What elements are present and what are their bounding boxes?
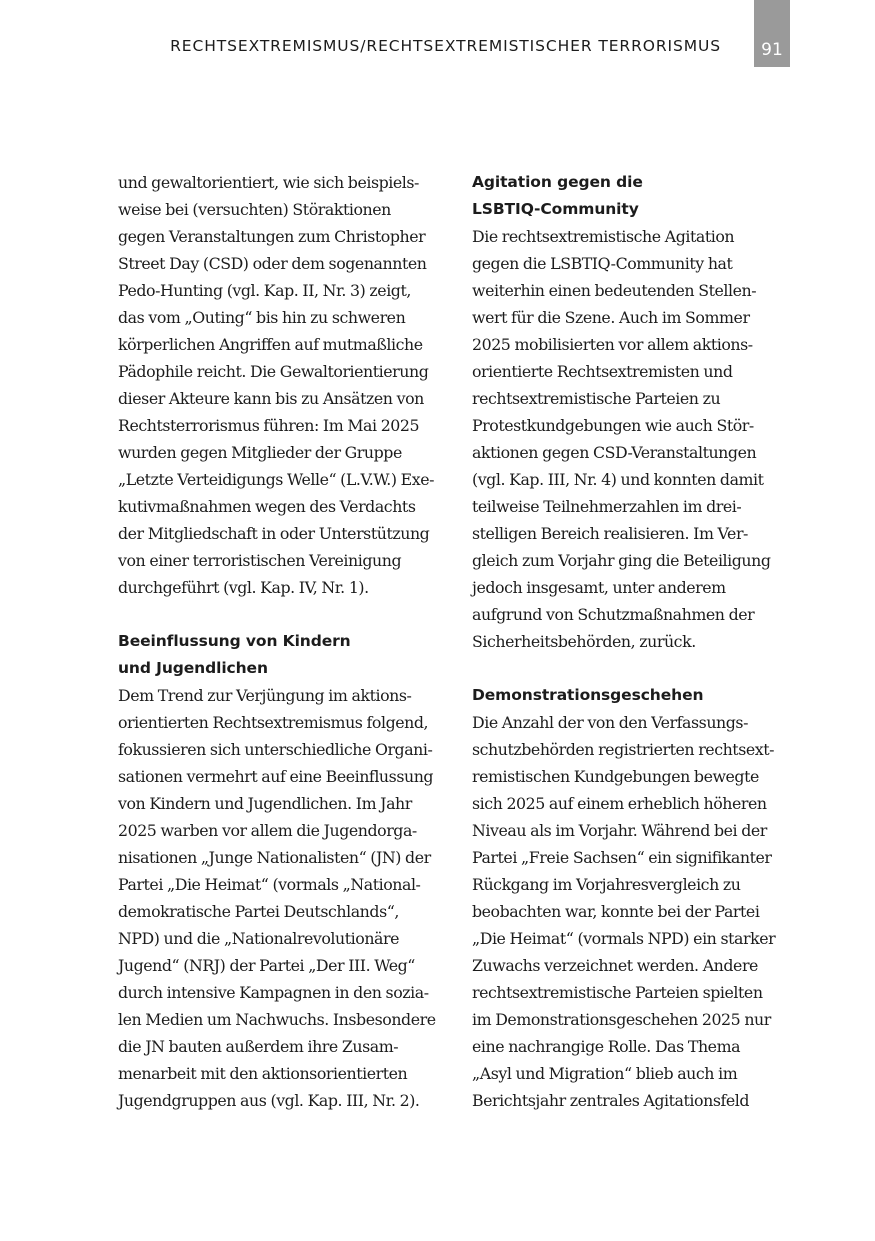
section-children-youth xyxy=(118,628,440,1114)
text-line: Protestkundgebungen wie auch Stör- xyxy=(472,416,754,435)
text-line: schutzbehörden registrierten rechtsext- xyxy=(472,740,775,759)
text-line: teilweise Teilnehmerzahlen im drei- xyxy=(472,497,742,516)
text-line: das vom „Outing“ bis hin zu schweren xyxy=(118,308,406,327)
text-line: Berichtsjahr zentrales Agitationsfeld xyxy=(472,1091,750,1110)
text-line: durchgeführt (vgl. Kap. IV, Nr. 1). xyxy=(118,578,369,597)
text-line: Niveau als im Vorjahr. Während bei der xyxy=(472,821,767,840)
text-line: Pädophile reicht. Die Gewaltorientierung xyxy=(118,362,429,381)
text-line: im Demonstrationsgeschehen 2025 nur xyxy=(472,1010,771,1029)
text-line: jedoch insgesamt, unter anderem xyxy=(472,578,726,597)
text-line: (vgl. Kap. III, Nr. 4) und konnten damit xyxy=(472,470,764,489)
text-line: Jugendgruppen aus (vgl. Kap. III, Nr. 2). xyxy=(118,1091,420,1110)
section-heading: Beeinflussung von Kindern xyxy=(118,632,351,650)
text-line: „Asyl und Migration“ blieb auch im xyxy=(472,1064,738,1083)
text-line: rechtsextremistische Parteien spielten xyxy=(472,983,763,1002)
text-line: menarbeit mit den aktionsorientierten xyxy=(118,1064,408,1083)
text-line: gegen Veranstaltungen zum Christopher xyxy=(118,227,426,246)
text-line: Rechtsterrorismus führen: Im Mai 2025 xyxy=(118,416,420,435)
text-line: gleich zum Vorjahr ging die Beteiligung xyxy=(472,551,771,570)
text-line: sationen vermehrt auf eine Beeinflussung xyxy=(118,767,434,786)
text-line: fokussieren sich unterschiedliche Organi- xyxy=(118,740,433,759)
text-line: Rückgang im Vorjahresvergleich zu xyxy=(472,875,741,894)
text-line: rechtsextremistische Parteien zu xyxy=(472,389,721,408)
section-demonstrations xyxy=(472,682,792,1114)
text-line: sich 2025 auf einem erheblich höheren xyxy=(472,794,767,813)
text-line: Partei „Die Heimat“ (vormals „National- xyxy=(118,875,421,894)
text-line: Jugend“ (NRJ) der Partei „Der III. Weg“ xyxy=(118,956,415,975)
page-number-tab xyxy=(754,0,790,67)
text-line: orientierten Rechtsextremismus folgend, xyxy=(118,713,429,732)
text-line: demokratische Partei Deutschlands“, xyxy=(118,902,399,921)
text-line: die JN bauten außerdem ihre Zusam- xyxy=(118,1037,399,1056)
text-line: Die rechtsextremistische Agitation xyxy=(472,227,735,246)
section-heading: Agitation gegen die xyxy=(472,173,643,191)
text-line: beobachten war, konnte bei der Partei xyxy=(472,902,760,921)
text-line: NPD) und die „Nationalrevolutionäre xyxy=(118,929,400,948)
text-line: weise bei (versuchten) Störaktionen xyxy=(118,200,391,219)
running-header-title: RECHTSEXTREMISMUS/RECHTSEXTREMISTISCHER TERRORISMUS xyxy=(170,37,721,55)
text-line: orientierte Rechtsextremisten und xyxy=(472,362,733,381)
text-line: Die Anzahl der von den Verfassungs- xyxy=(472,713,748,732)
text-line: dieser Akteure kann bis zu Ansätzen von xyxy=(118,389,424,408)
text-line: 2025 warben vor allem die Jugendorga- xyxy=(118,821,417,840)
text-line: stelligen Bereich realisieren. Im Ver- xyxy=(472,524,748,543)
text-line: „Letzte Verteidigungs Welle“ (L.V.W.) Exe- xyxy=(118,470,434,489)
text-line: aufgrund von Schutzmaßnahmen der xyxy=(472,605,755,624)
right-column xyxy=(472,169,792,1114)
text-line: durch intensive Kampagnen in den sozia- xyxy=(118,983,429,1002)
text-line: Dem Trend zur Verjüngung im aktions- xyxy=(118,686,412,705)
continuation-paragraph xyxy=(118,169,440,601)
text-line: Pedo-Hunting (vgl. Kap. II, Nr. 3) zeigt, xyxy=(118,281,411,300)
text-line: wert für die Szene. Auch im Sommer xyxy=(472,308,750,327)
text-line: remistischen Kundgebungen bewegte xyxy=(472,767,759,786)
text-line: 2025 mobilisierten vor allem aktions- xyxy=(472,335,753,354)
text-line: der Mitgliedschaft in oder Unterstützung xyxy=(118,524,430,543)
text-line: „Die Heimat“ (vormals NPD) ein starker xyxy=(472,929,776,948)
text-line: und gewaltorientiert, wie sich beispiels- xyxy=(118,173,419,192)
text-line: aktionen gegen CSD-Veranstaltungen xyxy=(472,443,757,462)
section-heading: LSBTIQ-Community xyxy=(472,200,639,218)
text-line: Partei „Freie Sachsen“ ein signifikanter xyxy=(472,848,772,867)
section-heading: Demonstrationsgeschehen xyxy=(472,686,704,704)
text-line: Street Day (CSD) oder dem sogenannten xyxy=(118,254,427,273)
section-lsbtiq-agitation xyxy=(472,169,792,655)
text-line: Sicherheitsbehörden, zurück. xyxy=(472,632,696,651)
text-line: Zuwachs verzeichnet werden. Andere xyxy=(472,956,758,975)
text-line: von Kindern und Jugendlichen. Im Jahr xyxy=(118,794,412,813)
text-line: gegen die LSBTIQ-Community hat xyxy=(472,254,733,273)
text-line: weiterhin einen bedeutenden Stellen- xyxy=(472,281,757,300)
left-column xyxy=(118,169,440,1114)
text-line: kutivmaßnahmen wegen des Verdachts xyxy=(118,497,416,516)
section-heading: und Jugendlichen xyxy=(118,659,268,677)
text-line: len Medien um Nachwuchs. Insbesondere xyxy=(118,1010,436,1029)
paragraph-gap xyxy=(472,655,792,682)
text-line: körperlichen Angriffen auf mutmaßliche xyxy=(118,335,423,354)
text-line: wurden gegen Mitglieder der Gruppe xyxy=(118,443,402,462)
paragraph-gap xyxy=(118,601,440,628)
text-line: von einer terroristischen Vereinigung xyxy=(118,551,402,570)
text-line: eine nachrangige Rolle. Das Thema xyxy=(472,1037,741,1056)
page-number: 91 xyxy=(761,40,783,60)
text-line: nisationen „Junge Nationalisten“ (JN) der xyxy=(118,848,431,867)
